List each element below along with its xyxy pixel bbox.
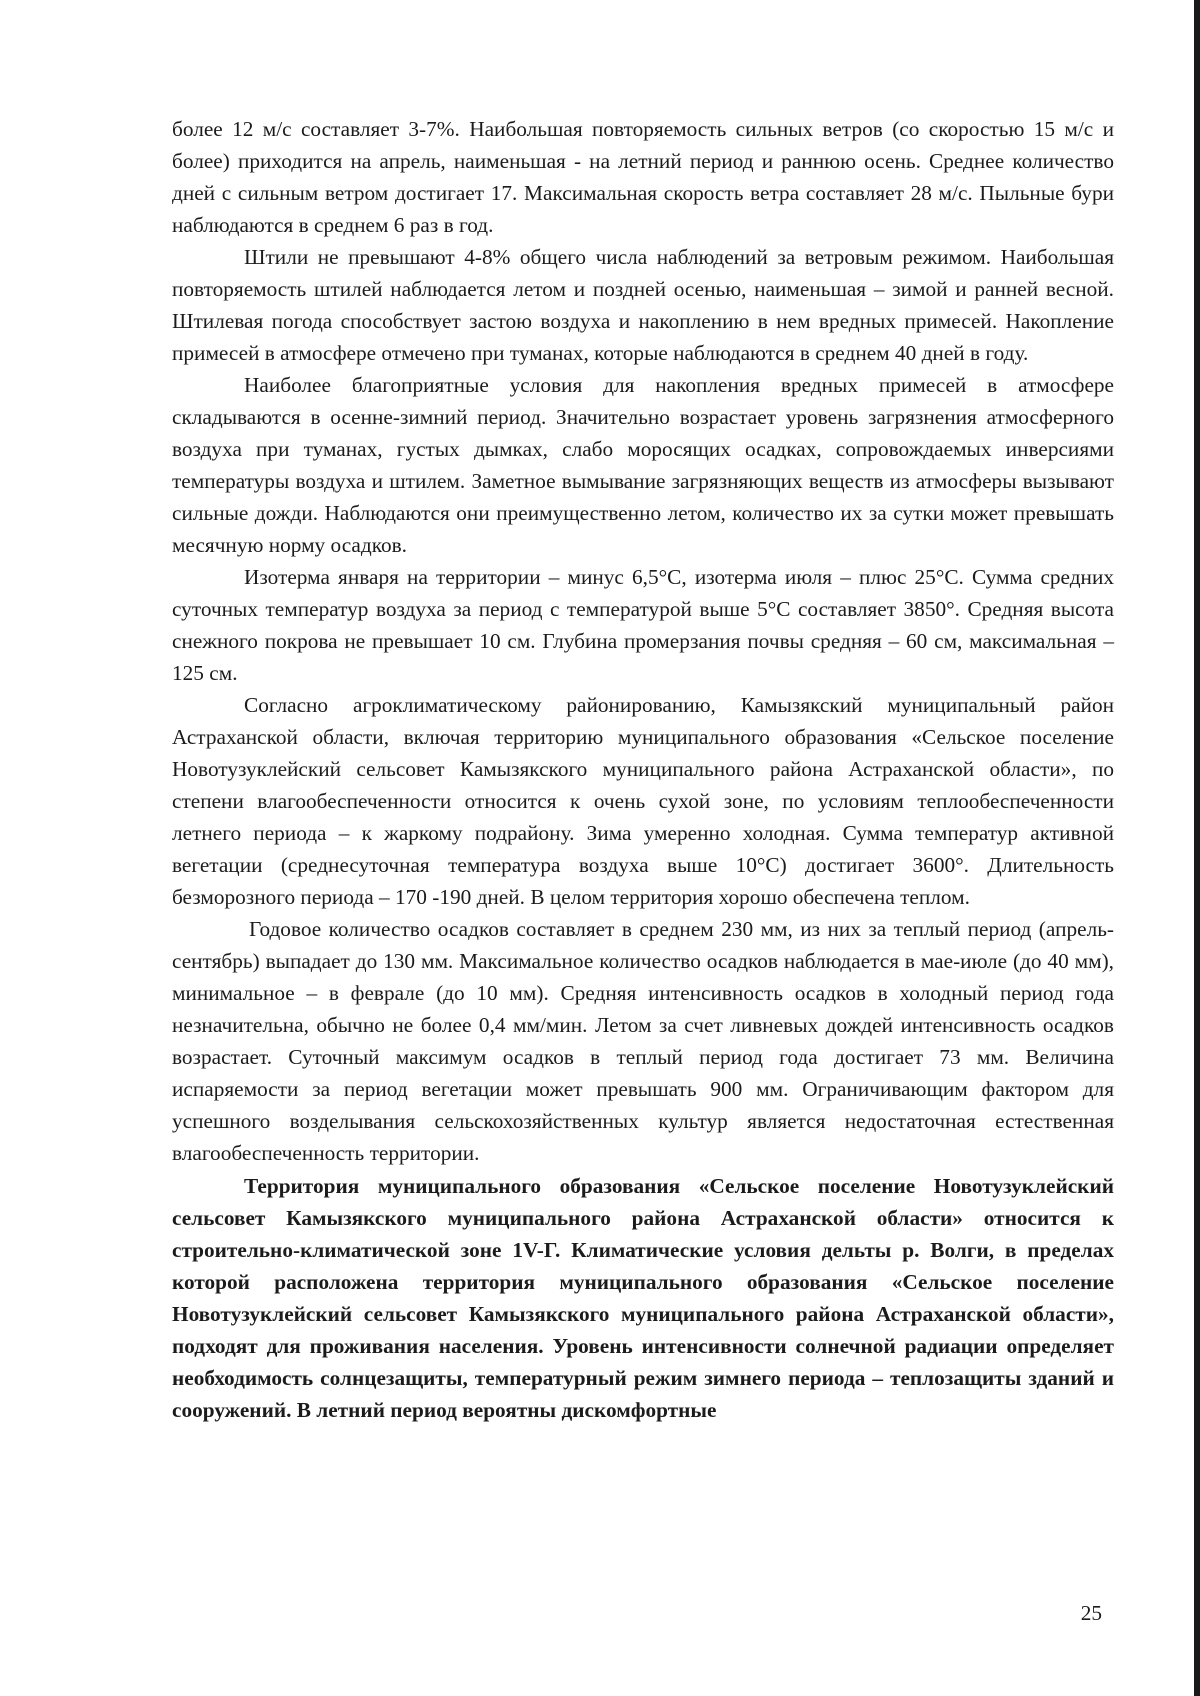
paragraph-temperature: Изотерма января на территории – минус 6,5°С, изотерма июля – плюс 25°С. Сумма средних суточных температур воздуха за период с температурой выше 5°С составляет 3850°. Средняя высота снежного покрова не превышает 10 см. Глубина промерзания почвы средняя – 60 см, максимальная – 125 см.: [172, 565, 1114, 685]
paragraph-wind-continuation: более 12 м/с составляет 3-7%. Наибольшая повторяемость сильных ветров (со скоростью 15 м/с и более) приходится на апрель, наименьшая - на летний период и раннюю осень. Среднее количество дней с сильным ветром достигает 17. Максимальная скорость ветра составляет 28 м/с. Пыльные бури наблюдаются в среднем 6 раз в год.: [172, 117, 1114, 237]
paragraph-pollution-conditions: Наиболее благоприятные условия для накопления вредных примесей в атмосфере складываются в осенне-зимний период. Значительно возрастает уровень загрязнения атмосферного воздуха при туманах, густых дымках, слабо моросящих осадках, сопровождаемых инверсиями температуры воздуха и штилем. Заметное вымывание загрязняющих веществ из атмосферы вызывают сильные дожди. Наблюдаются они преимущественно летом, количество их за сутки может превышать месячную норму осадков.: [172, 373, 1114, 557]
paragraph-precipitation: Годовое количество осадков составляет в среднем 230 мм, из них за теплый период (апрель-сентябрь) выпадает до 130 мм. Максимальное количество осадков наблюдается в мае-июле (до 40 мм), минимальное – в феврале (до 10 мм). Средняя интенсивность осадков в холодный период года незначительна, обычно не более 0,4 мм/мин. Летом за счет ливневых дождей интенсивность осадков возрастает. Суточный максимум осадков в теплый период года достигает 73 мм. Величина испаряемости за период вегетации может превышать 900 мм. Ограничивающим фактором для успешного возделывания сельскохозяйственных культур является недостаточная естественная влагообеспеченность территории.: [172, 917, 1114, 1165]
paragraph-calm: Штили не превышают 4-8% общего числа наблюдений за ветровым режимом. Наибольшая повторяемость штилей наблюдается летом и поздней осенью, наименьшая – зимой и ранней весной. Штилевая погода способствует застою воздуха и накоплению в нем вредных примесей. Накопление примесей в атмосфере отмечено при туманах, которые наблюдаются в среднем 40 дней в году.: [172, 245, 1114, 365]
page-border: [1194, 0, 1200, 1696]
body-text: [172, 113, 1114, 1426]
paragraph-agroclimate: Согласно агроклиматическому районированию, Камызякский муниципальный район Астраханской области, включая территорию муниципального образования «Сельское поселение Новотузуклейский сельсовет Камызякского муниципального района Астраханской области», по степени влагообеспеченности относится к очень сухой зоне, по условиям теплообеспеченности летнего периода – к жаркому подрайону. Зима умеренно холодная. Сумма температур активной вегетации (среднесуточная температура воздуха выше 10°С) достигает 3600°. Длительность безморозного периода – 170 -190 дней. В целом территория хорошо обеспечена теплом.: [172, 693, 1114, 909]
paragraph-climate-zone: Территория муниципального образования «Сельское поселение Новотузуклейский сельсовет Камызякского муниципального района Астраханской области» относится к строительно-климатической зоне 1V-Г. Климатические условия дельты р. Волги, в пределах которой расположена территория муниципального образования «Сельское поселение Новотузуклейский сельсовет Камызякского муниципального района Астраханской области», подходят для проживания населения. Уровень интенсивности солнечной радиации определяет необходимость солнцезащиты, температурный режим зимнего периода – теплозащиты зданий и сооружений. В летний период вероятны дискомфортные: [172, 1174, 1114, 1422]
page-number: 25: [1080, 1601, 1102, 1625]
